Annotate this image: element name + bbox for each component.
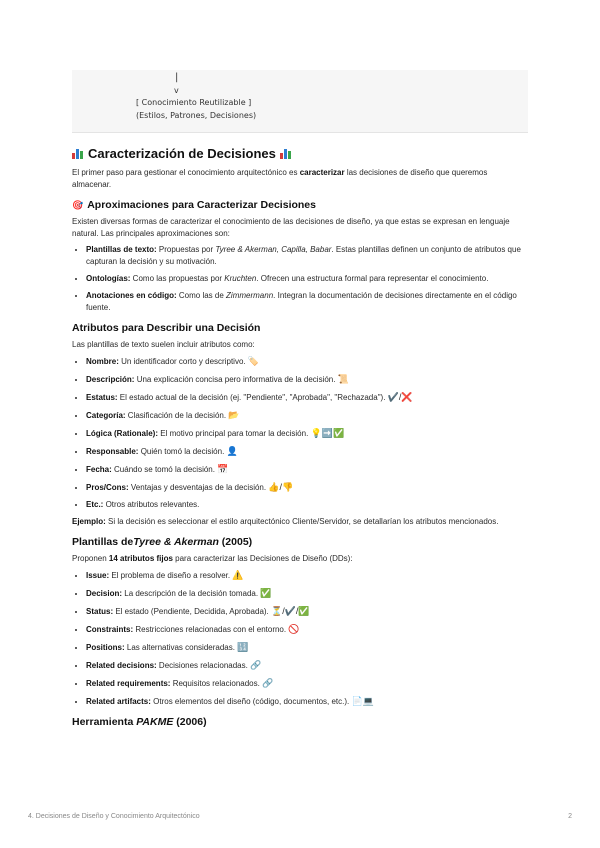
subsection-heading: Herramienta PAKME (2006) bbox=[72, 716, 207, 728]
paragraph: Proponen 14 atributos fijos para caracterizar las Decisiones de Diseño (DDs): bbox=[72, 554, 353, 563]
status-icon: ✔️/❌ bbox=[387, 392, 413, 402]
prohibited-icon: 🚫 bbox=[288, 624, 300, 634]
list-item: • Etc.: Otros atributos relevantes. bbox=[86, 499, 528, 511]
code-line: | bbox=[175, 72, 179, 83]
bar-chart-icon bbox=[72, 148, 84, 159]
person-icon: 👤 bbox=[226, 446, 238, 456]
link-icon: 🔗 bbox=[262, 678, 274, 688]
list-item: • Ontologías: Como las propuestas por Kruchten. Ofrecen una estructura formal para representar el conocimiento. bbox=[86, 273, 528, 285]
section-heading bbox=[72, 146, 528, 161]
document-icon: 📄💻 bbox=[351, 696, 374, 706]
list-item: • Plantillas de texto: Propuestas por Tyree & Akerman, Capilla, Babar. Estas plantillas definen un conjunto de atributos que capturan la decisión y su motivación. bbox=[86, 244, 528, 268]
scroll-icon: 📜 bbox=[337, 374, 349, 384]
bar-chart-icon bbox=[280, 148, 292, 159]
list-item: • Related requirements: Requisitos relacionados. 🔗 bbox=[86, 677, 528, 690]
list-item: • Anotaciones en código: Como las de Zimmermann. Integran la documentación de decisiones directamente en el código fuente. bbox=[86, 290, 528, 314]
list-item: • Status: El estado (Pendiente, Decidida, Aprobada). ⏳/✔️/✅ bbox=[86, 605, 528, 618]
check-icon: ✅ bbox=[260, 588, 272, 598]
list-item: • Estatus: El estado actual de la decisión (ej. "Pendiente", "Aprobada", "Rechazada"). ✔️/❌ bbox=[86, 391, 528, 404]
folder-icon: 📂 bbox=[228, 410, 240, 420]
list-item: • Constraints: Restricciones relacionadas con el entorno. 🚫 bbox=[86, 623, 528, 636]
attributes-list bbox=[72, 355, 528, 511]
list-item: • Positions: Las alternativas consideradas. 🔢 bbox=[86, 641, 528, 654]
calendar-icon: 📅 bbox=[217, 464, 229, 474]
list-item: • Lógica (Rationale): El motivo principal para tomar la decisión. 💡➡️✅ bbox=[86, 427, 528, 440]
list-item: • Fecha: Cuándo se tomó la decisión. 📅 bbox=[86, 463, 528, 476]
list-item: • Descripción: Una explicación concisa pero informativa de la decisión. 📜 bbox=[86, 373, 528, 386]
section-title: Caracterización de Decisiones bbox=[88, 146, 276, 161]
list-item: • Related artifacts: Otros elementos del diseño (código, documentos, etc.). 📄💻 bbox=[86, 695, 528, 708]
thumbs-icon: 👍/👎 bbox=[268, 482, 294, 492]
section-intro: El primer paso para gestionar el conocimiento arquitectónico es caracterizar las decisiones de diseño que queremos almacenar. bbox=[72, 168, 488, 189]
subsection-heading bbox=[72, 199, 528, 211]
list-item: • Related decisions: Decisiones relacionadas. 🔗 bbox=[86, 659, 528, 672]
subsection-heading: Atributos para Describir una Decisión bbox=[72, 322, 261, 334]
link-icon: 🔗 bbox=[250, 660, 262, 670]
code-line: [ Conocimiento Reutilizable ] bbox=[136, 98, 252, 107]
paragraph: Las plantillas de texto suelen incluir atributos como: bbox=[72, 340, 255, 349]
code-line: v bbox=[174, 86, 179, 95]
target-icon: 🎯 bbox=[72, 199, 84, 210]
warning-icon: ⚠️ bbox=[232, 570, 244, 580]
lightbulb-icon: 💡➡️✅ bbox=[310, 428, 345, 438]
main-content bbox=[72, 146, 528, 733]
page-number: 2 bbox=[568, 813, 572, 820]
tyree-list bbox=[72, 569, 528, 708]
example-paragraph: Ejemplo: Si la decisión es seleccionar el estilo arquitectónico Cliente/Servidor, se detallarían los atributos mencionados. bbox=[72, 517, 499, 526]
list-item: • Responsable: Quién tomó la decisión. 👤 bbox=[86, 445, 528, 458]
code-block bbox=[72, 70, 528, 133]
label-icon: 🏷️ bbox=[247, 356, 260, 366]
list-item: • Categoría: Clasificación de la decisión. 📂 bbox=[86, 409, 528, 422]
list-item: • Issue: El problema de diseño a resolver. ⚠️ bbox=[86, 569, 528, 582]
numbers-icon: 🔢 bbox=[237, 642, 249, 652]
page-footer: 4. Decisiones de Diseño y Conocimiento Arquitectónico bbox=[28, 813, 200, 820]
code-line: (Estilos, Patrones, Decisiones) bbox=[136, 111, 257, 120]
subsection-heading: Plantillas de Tyree & Akerman (2005) bbox=[72, 536, 253, 548]
paragraph: Existen diversas formas de caracterizar el conocimiento de las decisiones de diseño, ya que estas se expresan en lenguaje natural. Las principales aproximaciones son: bbox=[72, 217, 510, 238]
subsection-title: Aproximaciones para Caracterizar Decisiones bbox=[87, 199, 316, 211]
list-item: • Decision: La descripción de la decisión tomada. ✅ bbox=[86, 587, 528, 600]
status-icon: ⏳/✔️/✅ bbox=[271, 606, 310, 616]
list-item: • Pros/Cons: Ventajas y desventajas de la decisión. 👍/👎 bbox=[86, 481, 528, 494]
list-item: • Nombre: Un identificador corto y descriptivo. 🏷️ bbox=[86, 355, 528, 368]
approaches-list bbox=[72, 244, 528, 314]
